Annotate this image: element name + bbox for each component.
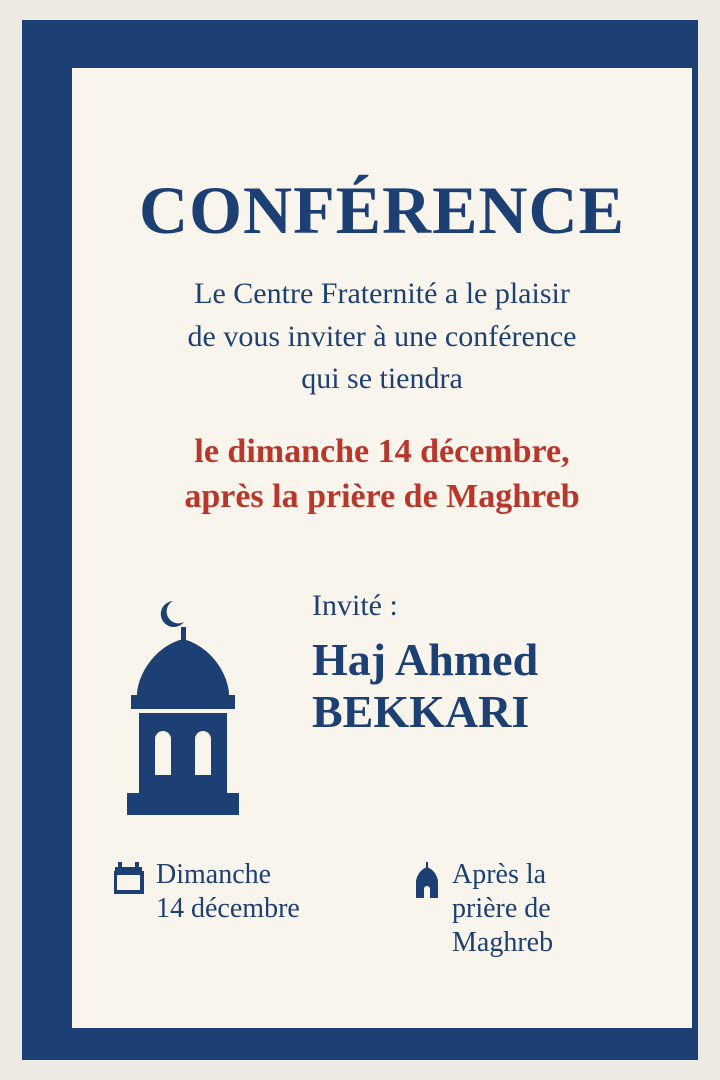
info-item-time <box>414 858 553 960</box>
highlight-line-2: après la prière de Maghreb <box>184 477 580 515</box>
guest-block <box>312 588 672 737</box>
intro-line-1: Le Centre Fraternité a le plaisir <box>194 277 570 310</box>
mosque-icon <box>117 583 277 843</box>
highlight-line-1: le dimanche 14 décembre, <box>194 433 570 470</box>
info-time-line-3: Maghreb <box>452 927 554 959</box>
info-time-line-2: prière de <box>452 893 551 925</box>
guest-name <box>312 634 672 737</box>
calendar-icon <box>114 862 144 899</box>
poster-content <box>72 68 692 1028</box>
guest-label: Invité : <box>312 589 398 622</box>
info-date-line-1: Dimanche <box>156 859 272 890</box>
info-row <box>114 858 654 960</box>
event-date-highlight <box>92 430 672 520</box>
info-date-text <box>156 858 300 926</box>
info-time-line-1: Après la <box>452 859 547 890</box>
intro-line-3: qui se tiendra <box>301 362 463 396</box>
guest-name-line-1: Haj Ahmed <box>312 634 539 685</box>
info-time-text <box>452 858 553 960</box>
info-item-date <box>114 858 414 926</box>
mosque-small-icon <box>414 862 440 905</box>
guest-name-line-2: BEKKARI <box>312 685 530 737</box>
info-date-line-2: 14 décembre <box>156 893 300 925</box>
intro-line-2: de vous inviter à une conférence <box>187 319 577 353</box>
intro-text <box>94 273 670 401</box>
poster-border <box>22 20 698 1060</box>
page-title: CONFÉRENCE <box>138 172 626 248</box>
